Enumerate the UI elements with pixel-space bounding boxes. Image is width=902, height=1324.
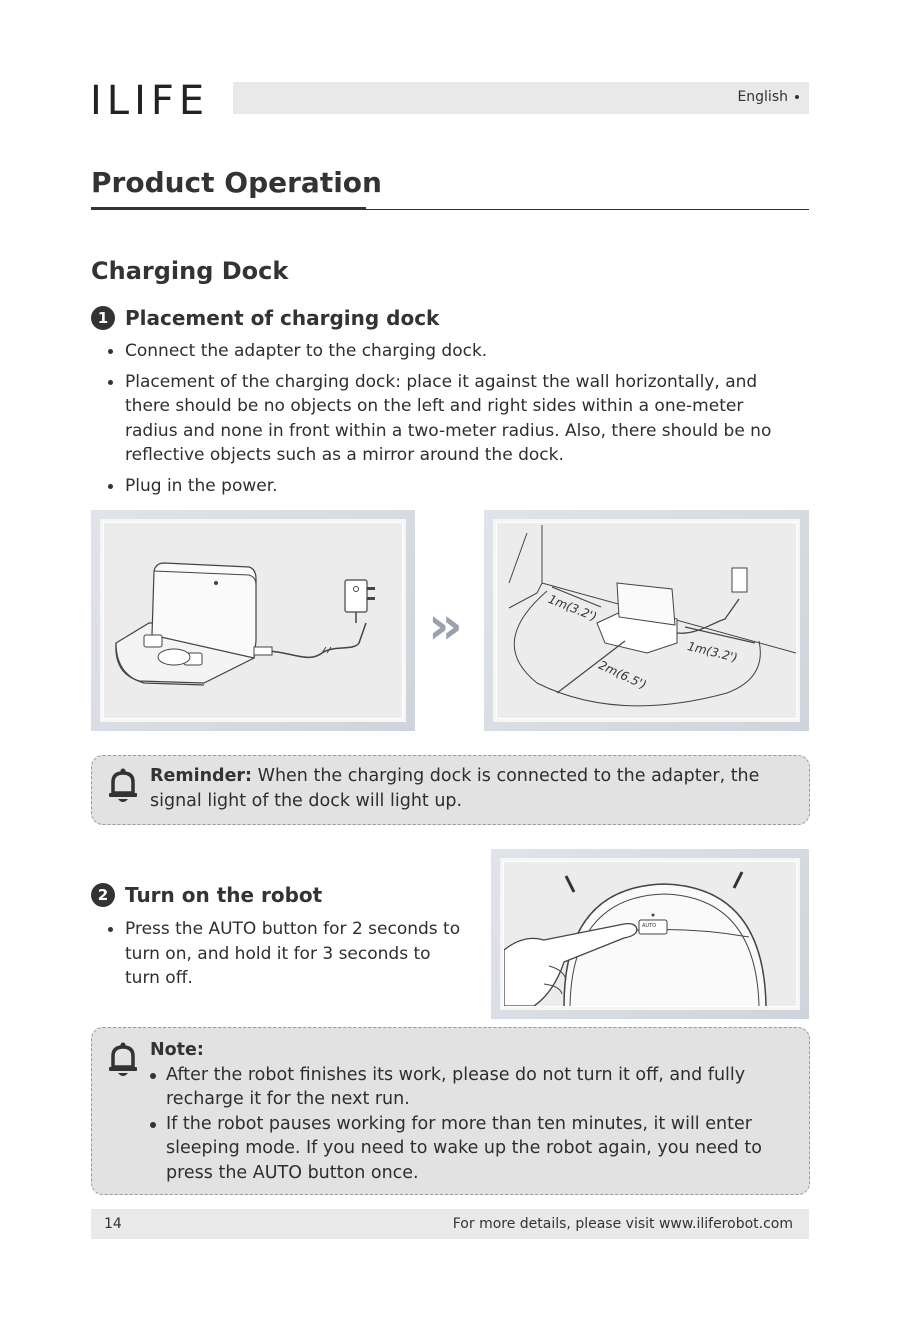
bell-icon	[106, 766, 140, 806]
list-item: Press the AUTO button for 2 seconds to turn on, and hold it for 3 seconds to turn off.	[107, 917, 467, 991]
left-distance-label: 1m(3.2')	[546, 591, 599, 625]
page-footer	[91, 1209, 809, 1239]
reminder-text: Reminder: When the charging dock is connected to the adapter, the signal light of the dock will light up.	[150, 766, 760, 811]
step2-bullets	[107, 917, 467, 997]
dock-placement-figure	[484, 510, 809, 731]
placement-diagram	[497, 523, 796, 718]
page-number: 14	[104, 1216, 122, 1232]
robot-illustration	[504, 862, 796, 1006]
note-label: Note:	[150, 1040, 204, 1060]
list-item: Connect the adapter to the charging dock.	[107, 339, 807, 364]
title-rule	[366, 209, 809, 210]
step1-title: Placement of charging dock	[125, 306, 440, 330]
reminder-box	[91, 755, 810, 825]
step2-number: 2	[91, 883, 115, 907]
auto-button-label: AUTO	[642, 923, 657, 929]
language-label: English	[737, 89, 799, 105]
step2-heading	[91, 883, 322, 907]
page-title: Product Operation	[91, 166, 382, 199]
footer-link-text: For more details, please visit www.iliferobot.com	[452, 1216, 793, 1232]
list-item: If the robot pauses working for more than ten minutes, it will enter sleeping mode. If you need to wake up the robot again, you need to press the AUTO button once.	[150, 1112, 790, 1186]
section-heading: Charging Dock	[91, 257, 289, 285]
dock-adapter-figure	[91, 510, 415, 731]
brand-logo: ILIFE	[90, 78, 210, 124]
front-distance-label: 2m(6.5')	[596, 657, 649, 693]
right-distance-label: 1m(3.2')	[686, 639, 740, 665]
title-underline	[91, 207, 366, 210]
note-box	[91, 1027, 810, 1195]
list-item: Placement of the charging dock: place it against the wall horizontally, and there should be no objects on the left and right sides within a one-meter radius and none in front within a two-meter radius. Also, there should be no reflective objects such as a mirror around the dock.	[107, 370, 785, 468]
dock-illustration	[104, 523, 402, 718]
note-content	[150, 1038, 790, 1185]
step1-bullets	[107, 339, 807, 504]
chevron-right-icon: ››	[428, 596, 455, 656]
language-bar	[233, 82, 809, 114]
list-item: After the robot finishes its work, please do not turn it off, and fully recharge it for the next run.	[150, 1063, 790, 1112]
step2-title: Turn on the robot	[125, 883, 323, 907]
step1-number: 1	[91, 306, 115, 330]
robot-button-figure	[491, 849, 809, 1019]
step1-heading	[91, 306, 439, 330]
list-item: Plug in the power.	[107, 474, 807, 499]
bell-icon	[106, 1040, 140, 1080]
